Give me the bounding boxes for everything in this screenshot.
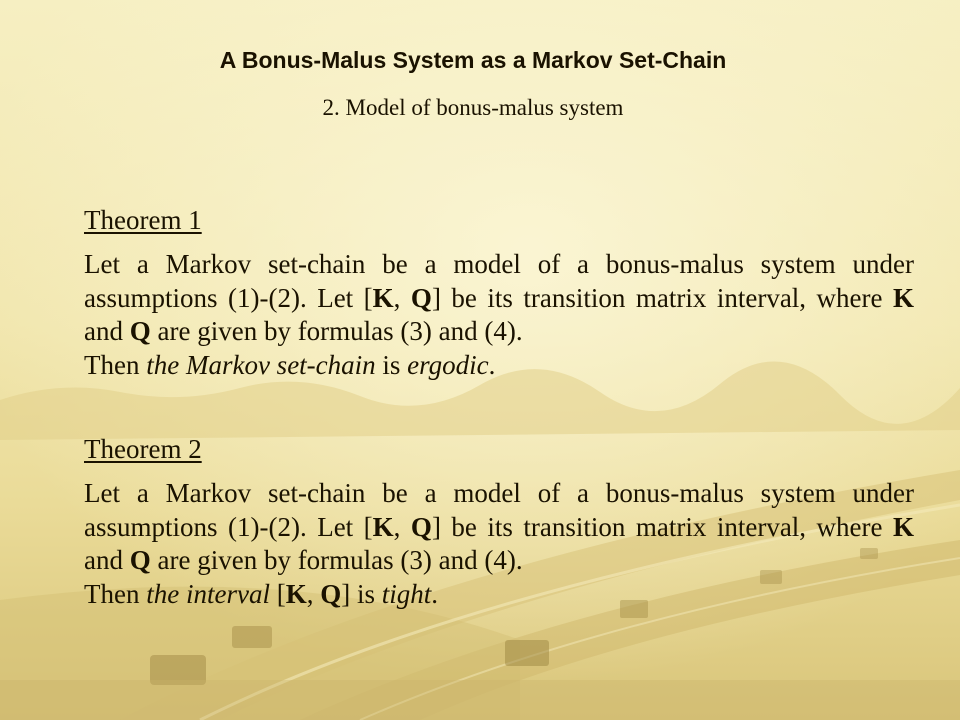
theorem-2-text-c: are given by formulas (3) and (4). xyxy=(150,545,523,575)
slide-title: A Bonus-Malus System as a Markov Set-Chain xyxy=(219,47,727,73)
theorem-2-comma: , xyxy=(393,511,411,542)
matrix-k: K xyxy=(285,578,307,609)
slide-subtitle: 2. Model of bonus-malus system xyxy=(322,95,624,120)
theorem-2-body xyxy=(84,477,914,611)
theorem-1-and: and xyxy=(84,316,130,346)
theorem-2-text-a: Let a Markov set-chain be a model of a bonus-malus system under assumptions (1)-(2). Let [ xyxy=(84,478,914,542)
theorem-1-text-a: Let a Markov set-chain be a model of a bonus-malus system under assumptions (1)-(2). Let [ xyxy=(84,249,914,313)
matrix-q: Q xyxy=(129,545,151,575)
theorem-1-heading: Theorem 1 xyxy=(84,205,202,235)
theorem-2-period: . xyxy=(431,578,438,609)
theorem-2-is: ] is xyxy=(341,578,382,609)
theorem-1-is: is xyxy=(375,349,408,380)
theorem-1-period: . xyxy=(488,349,496,380)
theorem-2-bracket-open: [ xyxy=(269,578,286,609)
theorem-1-statement xyxy=(84,248,914,349)
matrix-k: K xyxy=(372,511,394,542)
theorem-1-body xyxy=(84,248,914,382)
theorem-2-heading: Theorem 2 xyxy=(84,434,202,464)
theorem-2-comma-2: , xyxy=(306,578,321,609)
theorem-1-text-c: are given by formulas (3) and (4). xyxy=(150,316,523,346)
theorem-2-text-b: ] be its transition matrix interval, where xyxy=(431,511,893,542)
matrix-k: K xyxy=(372,282,394,313)
matrix-k: K xyxy=(893,511,915,542)
theorem-1-subject: the Markov set-chain xyxy=(146,349,376,380)
theorem-1-result: ergodic xyxy=(407,349,489,380)
theorem-1-comma: , xyxy=(393,282,411,313)
matrix-k: K xyxy=(893,282,915,313)
theorem-2 xyxy=(84,434,914,611)
theorem-2-statement xyxy=(84,477,914,578)
theorem-2-conclusion xyxy=(84,578,914,612)
theorem-2-then: Then xyxy=(84,578,147,609)
matrix-q: Q xyxy=(410,282,432,313)
theorem-1-text-b: ] be its transition matrix interval, where xyxy=(431,282,893,313)
theorem-2-and: and xyxy=(84,545,130,575)
theorem-2-subject: the interval xyxy=(146,578,270,609)
matrix-q: Q xyxy=(129,316,151,346)
theorem-1-then: Then xyxy=(84,349,147,380)
theorem-1-conclusion xyxy=(84,349,914,383)
theorem-1 xyxy=(84,205,914,382)
matrix-q: Q xyxy=(320,578,342,609)
theorem-2-result: tight xyxy=(381,578,432,609)
matrix-q: Q xyxy=(410,511,432,542)
